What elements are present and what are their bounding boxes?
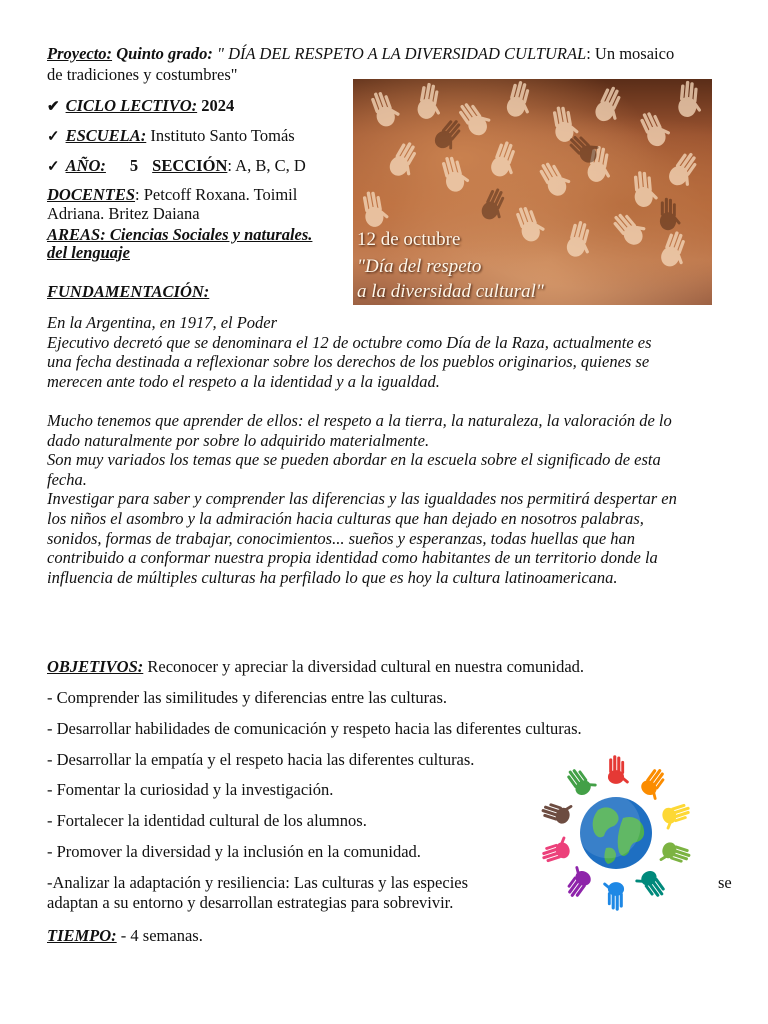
- image-caption-line3: a la diversidad cultural": [357, 281, 544, 302]
- paragraph-line: fecha.: [47, 469, 87, 489]
- docentes-value: : Petcoff Roxana. Toimil: [135, 185, 298, 204]
- paragraph-line: sonidos, formas de trabajar, conocimientos... sueños y esperanzas, todas huellas que han: [47, 528, 636, 548]
- docentes-line: [47, 185, 297, 205]
- paragraph-line: dado naturalmente por sobre lo adquirido materialmente.: [47, 430, 430, 450]
- paragraph-line: En la Argentina, en 1917, el Poder: [47, 313, 278, 332]
- title-rest: : Un mosaico: [586, 44, 675, 63]
- objective-item: - Comprender las similitudes y diferencias entre las culturas.: [47, 688, 448, 707]
- paragraph-line: merecen ante todo el respeto a la identidad y a la igualdad.: [47, 371, 440, 391]
- tiempo-line: [47, 926, 203, 946]
- image-caption-line2: "Día del respeto: [357, 256, 482, 277]
- paragraph-line: contribuido a conformar nuestra propia identidad como habitantes de un territorio donde la: [47, 548, 658, 568]
- cave-hands-image: [353, 79, 712, 305]
- globe-hands-image: [528, 748, 708, 918]
- paragraph-line: influencia de múltiples culturas ha perfilado lo que es hoy la cultura latinoamericana.: [47, 567, 618, 587]
- objective-item: - Desarrollar habilidades de comunicación y respeto hacia las diferentes culturas.: [47, 719, 582, 738]
- docentes-label: DOCENTES: [47, 185, 136, 204]
- paragraph-line: los niños el asombro y la admiración hacia culturas que han dejado en nosotros palabras,: [47, 508, 644, 528]
- areas-line1: AREAS: Ciencias Sociales y naturales.: [47, 225, 313, 244]
- paragraph-line: Ejecutivo decretó que se denominara el 12 de octubre como Día de la Raza, actualmente es: [47, 332, 652, 352]
- hand-icon: [608, 755, 629, 784]
- grado-label: Quinto grado:: [112, 44, 213, 63]
- seccion-label: SECCIÓN: [152, 156, 228, 175]
- hand-icon: [634, 868, 668, 904]
- objective-item: - Fomentar la curiosidad y la investigación.: [47, 780, 334, 799]
- objective-item: - Desarrollar la empatía y el respeto hacia las diferentes culturas.: [47, 750, 475, 769]
- hand-icon: [564, 762, 598, 798]
- check-icon: ✓: [47, 159, 60, 175]
- check-icon: ✓: [47, 129, 60, 145]
- areas-line2: del lenguaje: [47, 243, 130, 262]
- project-title-line2: de tradiciones y costumbres": [47, 65, 238, 84]
- ciclo-label: CICLO LECTIVO:: [65, 96, 198, 115]
- paragraph-line: una fecha destinada a reflexionar sobre los derechos de los pueblos originarios, quienes se: [47, 352, 650, 372]
- escuela-value: Instituto Santo Tomás: [146, 126, 295, 145]
- title-quoted: " DÍA DEL RESPETO A LA DIVERSIDAD CULTURAL: [212, 44, 587, 63]
- tiempo-heading: TIEMPO:: [47, 926, 117, 945]
- fundamentacion-body: [47, 313, 677, 587]
- fundamentacion-heading: FUNDAMENTACIÓN:: [47, 282, 210, 301]
- globe-hands-icon: [528, 748, 708, 918]
- docentes-line2: Adriana. Britez Daiana: [47, 204, 200, 223]
- hand-icon: [658, 840, 692, 869]
- objective-item-last: -Analizar la adaptación y resiliencia: Las culturas y las especies: [47, 873, 469, 892]
- anio-value: 5: [129, 156, 139, 175]
- anio-line: [47, 156, 306, 177]
- check-icon: ✔: [47, 99, 60, 115]
- paragraph-line: Son muy variados los temas que se pueden abordar en la escuela sobre el significado de esta: [47, 450, 661, 470]
- hand-icon: [560, 865, 594, 901]
- objective-item: - Promover la diversidad y la inclusión en la comunidad.: [47, 842, 421, 861]
- anio-label: AÑO:: [65, 156, 106, 175]
- objective-item-last-line2: adaptan a su entorno y desarrollan estrategias para sobrevivir.: [47, 893, 454, 912]
- objetivos-line: [47, 657, 584, 677]
- seccion-value: : A, B, C, D: [227, 156, 306, 175]
- image-caption-line1: 12 de octubre: [357, 229, 461, 250]
- proyecto-label: Proyecto:: [47, 44, 113, 63]
- project-title: [47, 44, 674, 64]
- objetivos-intro: Reconocer y apreciar la diversidad cultural en nuestra comunidad.: [143, 657, 585, 676]
- objetivos-heading: OBJETIVOS:: [47, 657, 144, 676]
- escuela-line: [47, 126, 295, 147]
- ciclo-line: [47, 96, 234, 117]
- hand-icon: [638, 765, 672, 801]
- paragraph-line: Mucho tenemos que aprender de ellos: el respeto a la tierra, la naturaleza, la valoración de lo: [47, 410, 672, 430]
- ciclo-value: 2024: [197, 96, 235, 115]
- tiempo-value: - 4 semanas.: [116, 926, 203, 945]
- hand-icon: [538, 835, 572, 864]
- hand-icon: [603, 882, 624, 911]
- hand-icon: [660, 801, 694, 830]
- objective-item-last-end: se: [718, 873, 732, 892]
- objective-item: - Fortalecer la identidad cultural de los alumnos.: [47, 811, 367, 830]
- hand-icon: [540, 796, 574, 825]
- paragraph-spacer: [47, 391, 677, 411]
- escuela-label: ESCUELA:: [65, 126, 147, 145]
- paragraph-line: Investigar para saber y comprender las diferencias y las igualdades nos permitirá despertar en: [47, 489, 677, 509]
